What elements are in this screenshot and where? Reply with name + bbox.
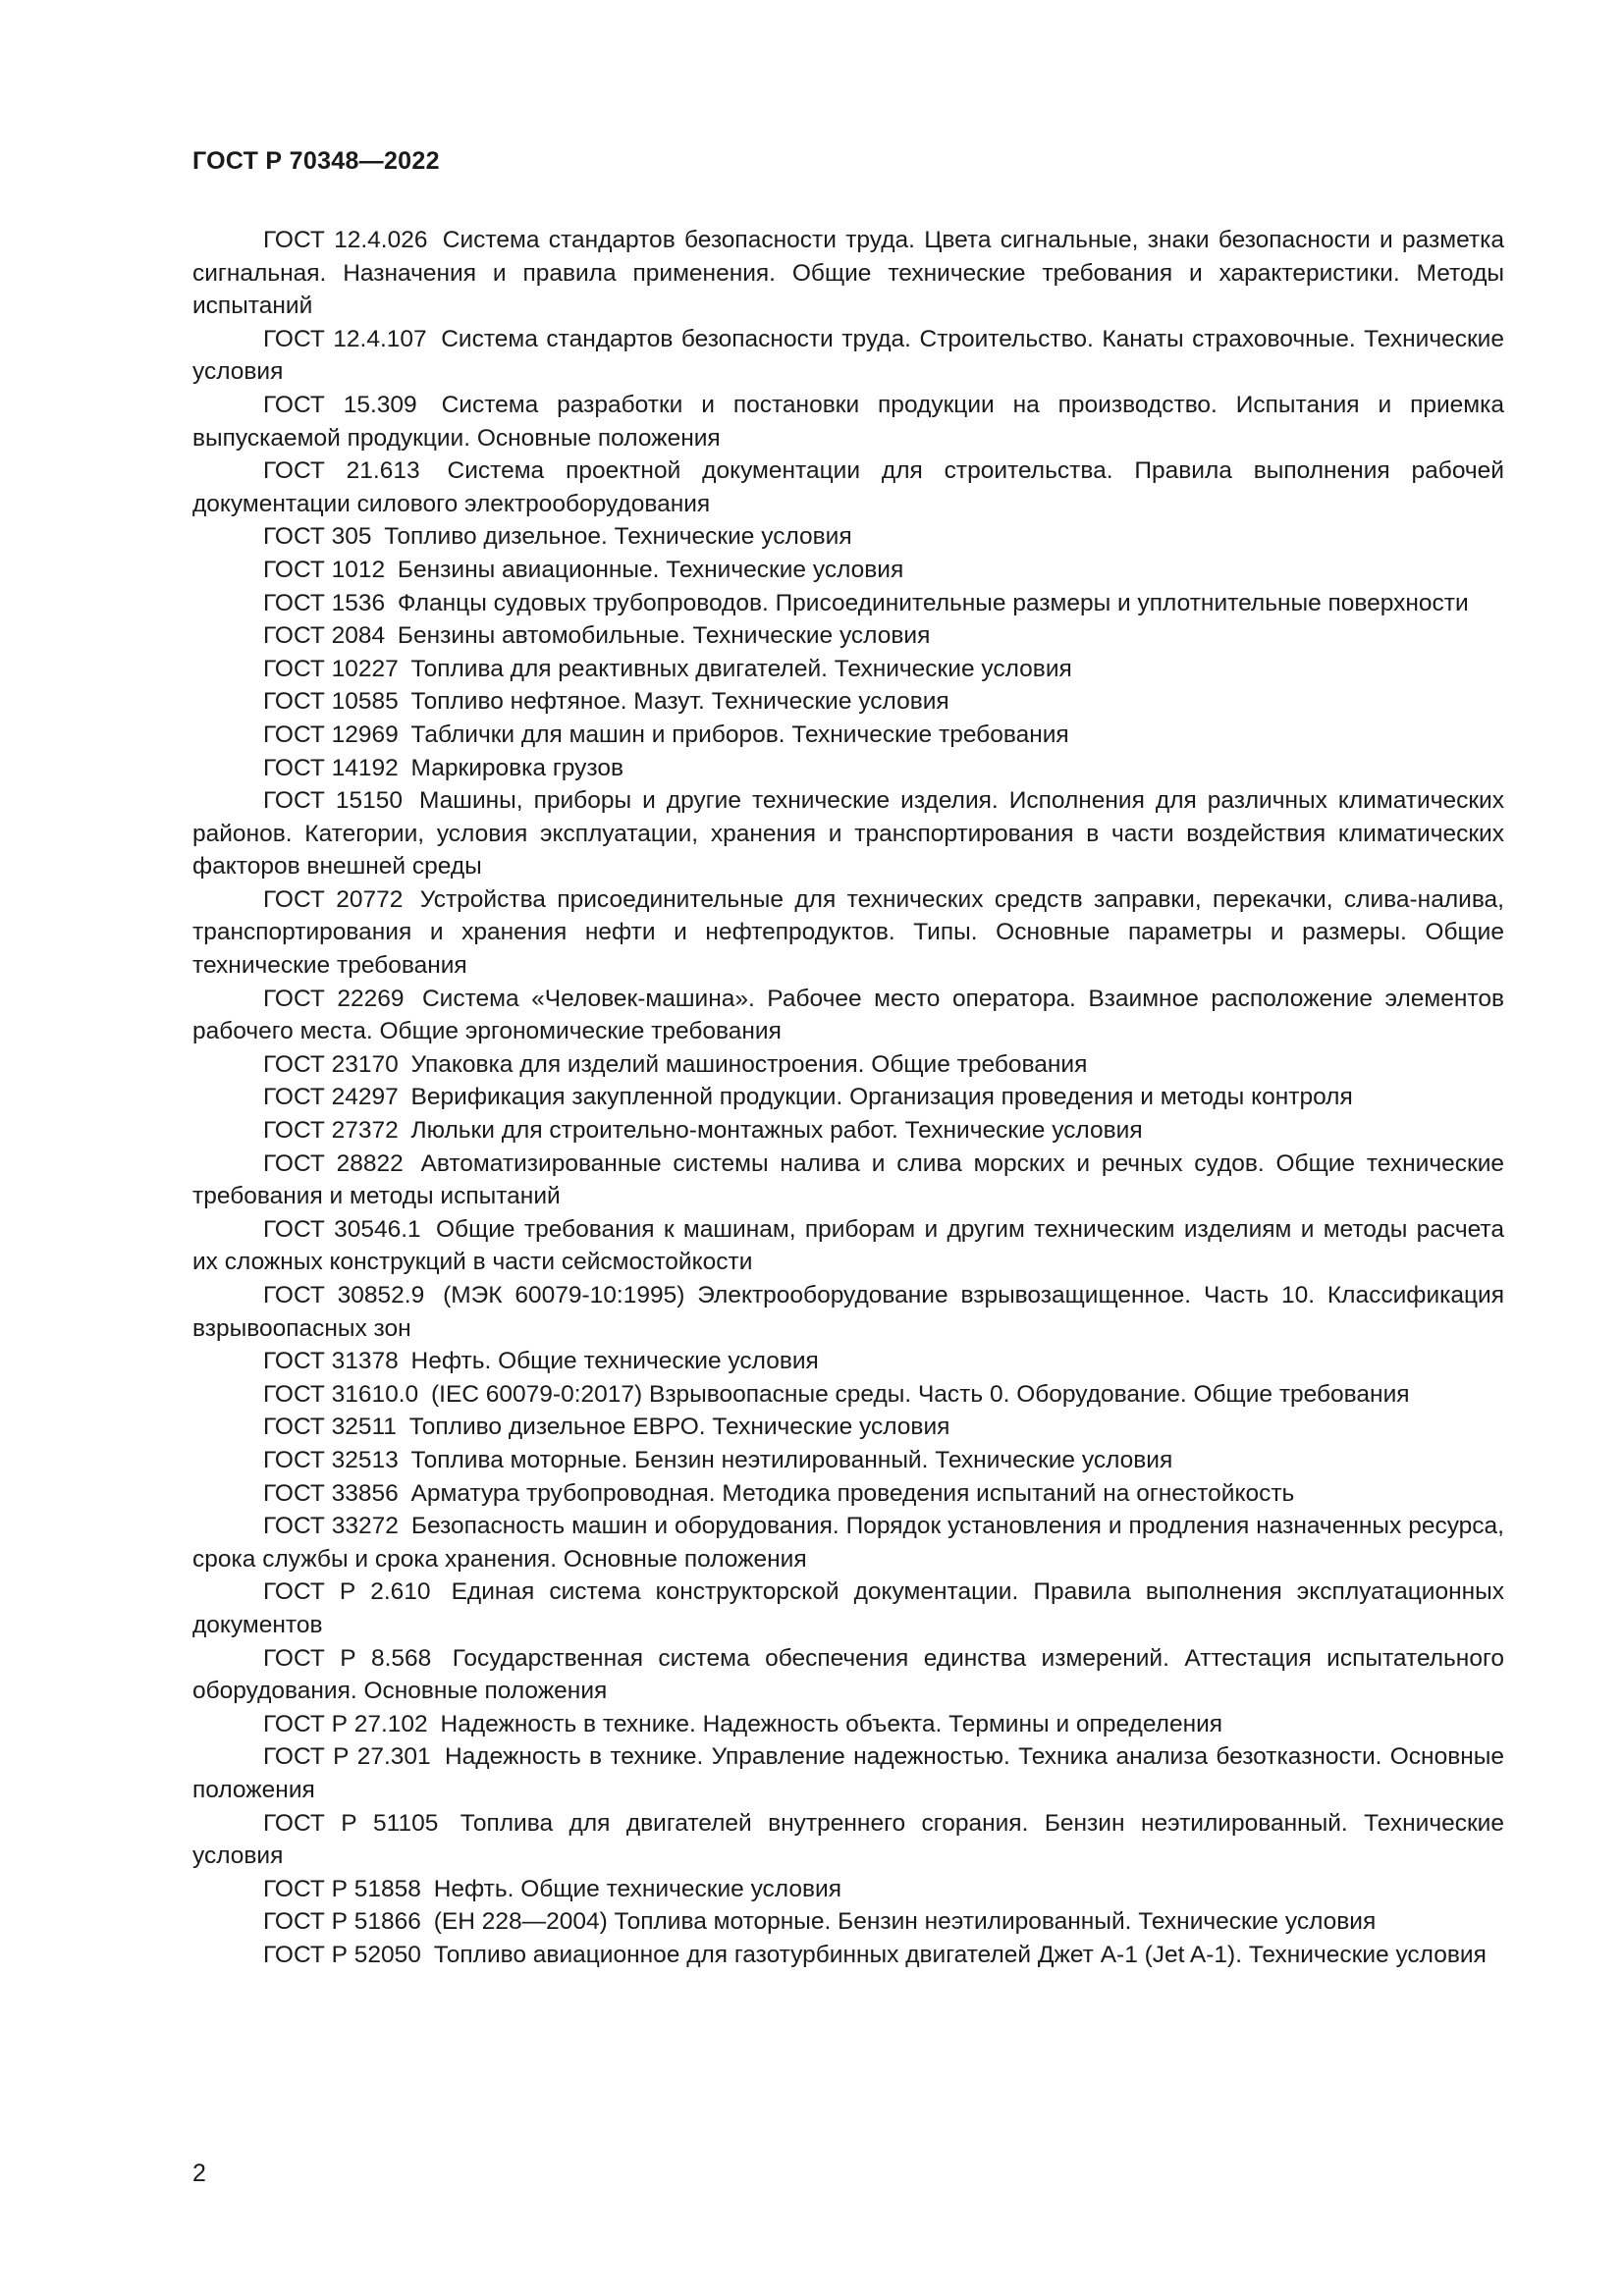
reference-item: [192, 1213, 1504, 1279]
reference-title: Маркировка грузов: [410, 754, 623, 781]
reference-code: ГОСТ 21.613: [263, 457, 420, 485]
reference-item: [192, 1148, 1504, 1213]
reference-title: Государственная система обеспечения единства измерений. Аттестация испытательного оборудования. Основные положения: [192, 1644, 1504, 1705]
reference-item: [192, 1939, 1504, 1972]
reference-title: Топливо нефтяное. Мазут. Технические условия: [410, 688, 949, 716]
reference-item: [192, 1477, 1504, 1511]
reference-item: [192, 1411, 1504, 1444]
reference-code: ГОСТ 28822: [263, 1149, 404, 1177]
reference-code: ГОСТ 12.4.026: [263, 227, 428, 253]
reference-title: Система проектной документации для строительства. Правила выполнения рабочей документации силового электрооборудования: [192, 457, 1504, 517]
reference-title: Фланцы судовых трубопроводов. Присоединительные размеры и уплотнительные поверхности: [397, 589, 1469, 616]
reference-title: Топлива для реактивных двигателей. Технические условия: [410, 655, 1072, 682]
reference-title: Устройства присоединительные для технических средств заправки, перекачки, слива-налива, транспортирования и хранения нефти и нефтепродуктов. Типы. Основные параметры и размеры. Общие технические требования: [192, 885, 1504, 980]
reference-list: [192, 224, 1504, 1971]
reference-title: Надежность в технике. Управление надежностью. Техника анализа безотказности. Основные положения: [192, 1743, 1504, 1803]
reference-code: ГОСТ Р 51866: [263, 1908, 421, 1936]
reference-title: Общие требования к машинам, приборам и другим техническим изделиям и методы расчета их сложных конструкций в части сейсмостойкости: [192, 1215, 1504, 1276]
reference-item: [192, 653, 1504, 686]
reference-item: [192, 619, 1504, 653]
document-header: ГОСТ Р 70348—2022: [192, 147, 440, 175]
reference-item: [192, 1114, 1504, 1148]
reference-title: Упаковка для изделий машиностроения. Общие требования: [410, 1050, 1088, 1078]
reference-code: ГОСТ 305: [263, 523, 372, 551]
reference-item: [192, 587, 1504, 620]
reference-title: Таблички для машин и приборов. Технические требования: [410, 721, 1069, 748]
reference-code: ГОСТ 1536: [263, 589, 386, 616]
reference-item: [192, 554, 1504, 587]
reference-item: [192, 1708, 1504, 1741]
reference-title: Топлива моторные. Бензин неэтилированный. Технические условия: [410, 1446, 1173, 1473]
reference-title: Надежность в технике. Надежность объекта. Термины и определения: [440, 1710, 1223, 1737]
reference-code: ГОСТ 15.309: [263, 391, 417, 418]
reference-code: ГОСТ Р 8.568: [263, 1644, 432, 1672]
reference-code: ГОСТ 23170: [263, 1050, 399, 1078]
reference-title: Бензины авиационные. Технические условия: [397, 556, 904, 583]
reference-item: [192, 1905, 1504, 1939]
reference-title: Люльки для строительно-монтажных работ. Технические условия: [410, 1117, 1143, 1145]
reference-code: ГОСТ Р 2.610: [263, 1578, 431, 1606]
reference-title: Безопасность машин и оборудования. Порядок установления и продления назначенных ресурса, срока службы и срока хранения. Основные положения: [192, 1513, 1504, 1573]
reference-code: ГОСТ 12969: [263, 721, 399, 748]
reference-item: [192, 1510, 1504, 1575]
reference-code: ГОСТ Р 51858: [263, 1875, 421, 1902]
reference-title: Единая система конструкторской документации. Правила выполнения эксплуатационных документов: [192, 1578, 1505, 1638]
reference-item: [192, 685, 1504, 719]
reference-code: ГОСТ Р 27.102: [263, 1710, 428, 1737]
reference-code: ГОСТ 12.4.107: [263, 325, 427, 352]
reference-item: [192, 1048, 1504, 1082]
reference-title: Топливо авиационное для газотурбинных двигателей Джет А-1 (Jet A-1). Технические условия: [433, 1941, 1487, 1968]
reference-code: ГОСТ 33272: [263, 1513, 399, 1540]
reference-title: Верификация закупленной продукции. Организация проведения и методы контроля: [410, 1084, 1353, 1111]
reference-item: [192, 1642, 1504, 1708]
reference-item: [192, 1740, 1504, 1806]
reference-title: (МЭК 60079-10:1995) Электрооборудование взрывозащищенное. Часть 10. Классификация взрывоопасных зон: [192, 1282, 1504, 1342]
reference-title: Машины, приборы и другие технические изделия. Исполнения для различных климатических районов. Категории, условия эксплуатации, хранения и транспортирования в части воздействия климатических факторов внешней среды: [192, 787, 1504, 881]
reference-title: Система разработки и постановки продукции на производство. Испытания и приемка выпускаемой продукции. Основные положения: [192, 391, 1504, 452]
reference-code: ГОСТ Р 52050: [263, 1941, 421, 1968]
reference-title: Автоматизированные системы налива и слива морских и речных судов. Общие технические требования и методы испытаний: [192, 1149, 1505, 1210]
reference-item: [192, 1378, 1504, 1412]
reference-code: ГОСТ 10227: [263, 655, 399, 682]
reference-code: ГОСТ 32513: [263, 1446, 399, 1473]
reference-title: Система стандартов безопасности труда. Строительство. Канаты страховочные. Технические условия: [192, 325, 1504, 386]
reference-code: ГОСТ 10585: [263, 688, 399, 716]
reference-item: [192, 983, 1504, 1048]
reference-code: ГОСТ Р 51105: [263, 1809, 439, 1837]
reference-item: [192, 1345, 1504, 1378]
reference-item: [192, 454, 1504, 520]
reference-title: Система стандартов безопасности труда. Цвета сигнальные, знаки безопасности и разметка сигнальная. Назначения и правила применения. Общие технические требования и характеристики. Методы испытаний: [192, 227, 1504, 320]
reference-code: ГОСТ 15150: [263, 787, 403, 815]
reference-title: (ЕН 228—2004) Топлива моторные. Бензин неэтилированный. Технические условия: [433, 1908, 1377, 1936]
reference-code: ГОСТ 30852.9: [263, 1282, 425, 1308]
reference-title: Нефть. Общие технические условия: [410, 1348, 819, 1375]
reference-code: ГОСТ 27372: [263, 1117, 399, 1145]
reference-code: ГОСТ 33856: [263, 1479, 399, 1507]
reference-code: ГОСТ 32511: [263, 1414, 397, 1441]
reference-item: [192, 883, 1504, 983]
reference-item: [192, 1279, 1504, 1345]
reference-item: [192, 224, 1504, 323]
reference-code: ГОСТ 30546.1: [263, 1215, 421, 1243]
reference-item: [192, 752, 1504, 785]
reference-code: ГОСТ 14192: [263, 754, 399, 781]
reference-item: [192, 1575, 1504, 1641]
reference-item: [192, 389, 1504, 454]
reference-item: [192, 1444, 1504, 1477]
reference-code: ГОСТ 2084: [263, 622, 386, 650]
reference-code: ГОСТ 24297: [263, 1084, 399, 1111]
reference-code: ГОСТ 1012: [263, 556, 386, 583]
reference-item: [192, 1081, 1504, 1114]
reference-title: Бензины автомобильные. Технические условия: [397, 622, 931, 650]
reference-item: [192, 719, 1504, 752]
reference-item: [192, 323, 1504, 389]
reference-item: [192, 1807, 1504, 1873]
reference-title: Топлива для двигателей внутреннего сгорания. Бензин неэтилированный. Технические условия: [192, 1809, 1504, 1870]
reference-code: ГОСТ 31610.0: [263, 1380, 419, 1408]
reference-code: ГОСТ 20772: [263, 885, 404, 913]
reference-code: ГОСТ 31378: [263, 1348, 399, 1375]
page-number: 2: [192, 2160, 206, 2187]
reference-item: [192, 520, 1504, 554]
reference-item: [192, 784, 1504, 883]
reference-code: ГОСТ 22269: [263, 985, 405, 1012]
reference-title: Топливо дизельное. Технические условия: [384, 523, 852, 551]
reference-title: Система «Человек-машина». Рабочее место оператора. Взаимное расположение элементов рабочего места. Общие эргономические требования: [192, 985, 1504, 1045]
reference-title: (IEC 60079-0:2017) Взрывоопасные среды. Часть 0. Оборудование. Общие требования: [430, 1380, 1410, 1408]
reference-title: Нефть. Общие технические условия: [433, 1875, 841, 1902]
reference-title: Топливо дизельное ЕВРО. Технические условия: [408, 1414, 950, 1441]
reference-code: ГОСТ Р 27.301: [263, 1743, 431, 1771]
reference-item: [192, 1873, 1504, 1906]
reference-title: Арматура трубопроводная. Методика проведения испытаний на огнестойкость: [410, 1479, 1295, 1507]
